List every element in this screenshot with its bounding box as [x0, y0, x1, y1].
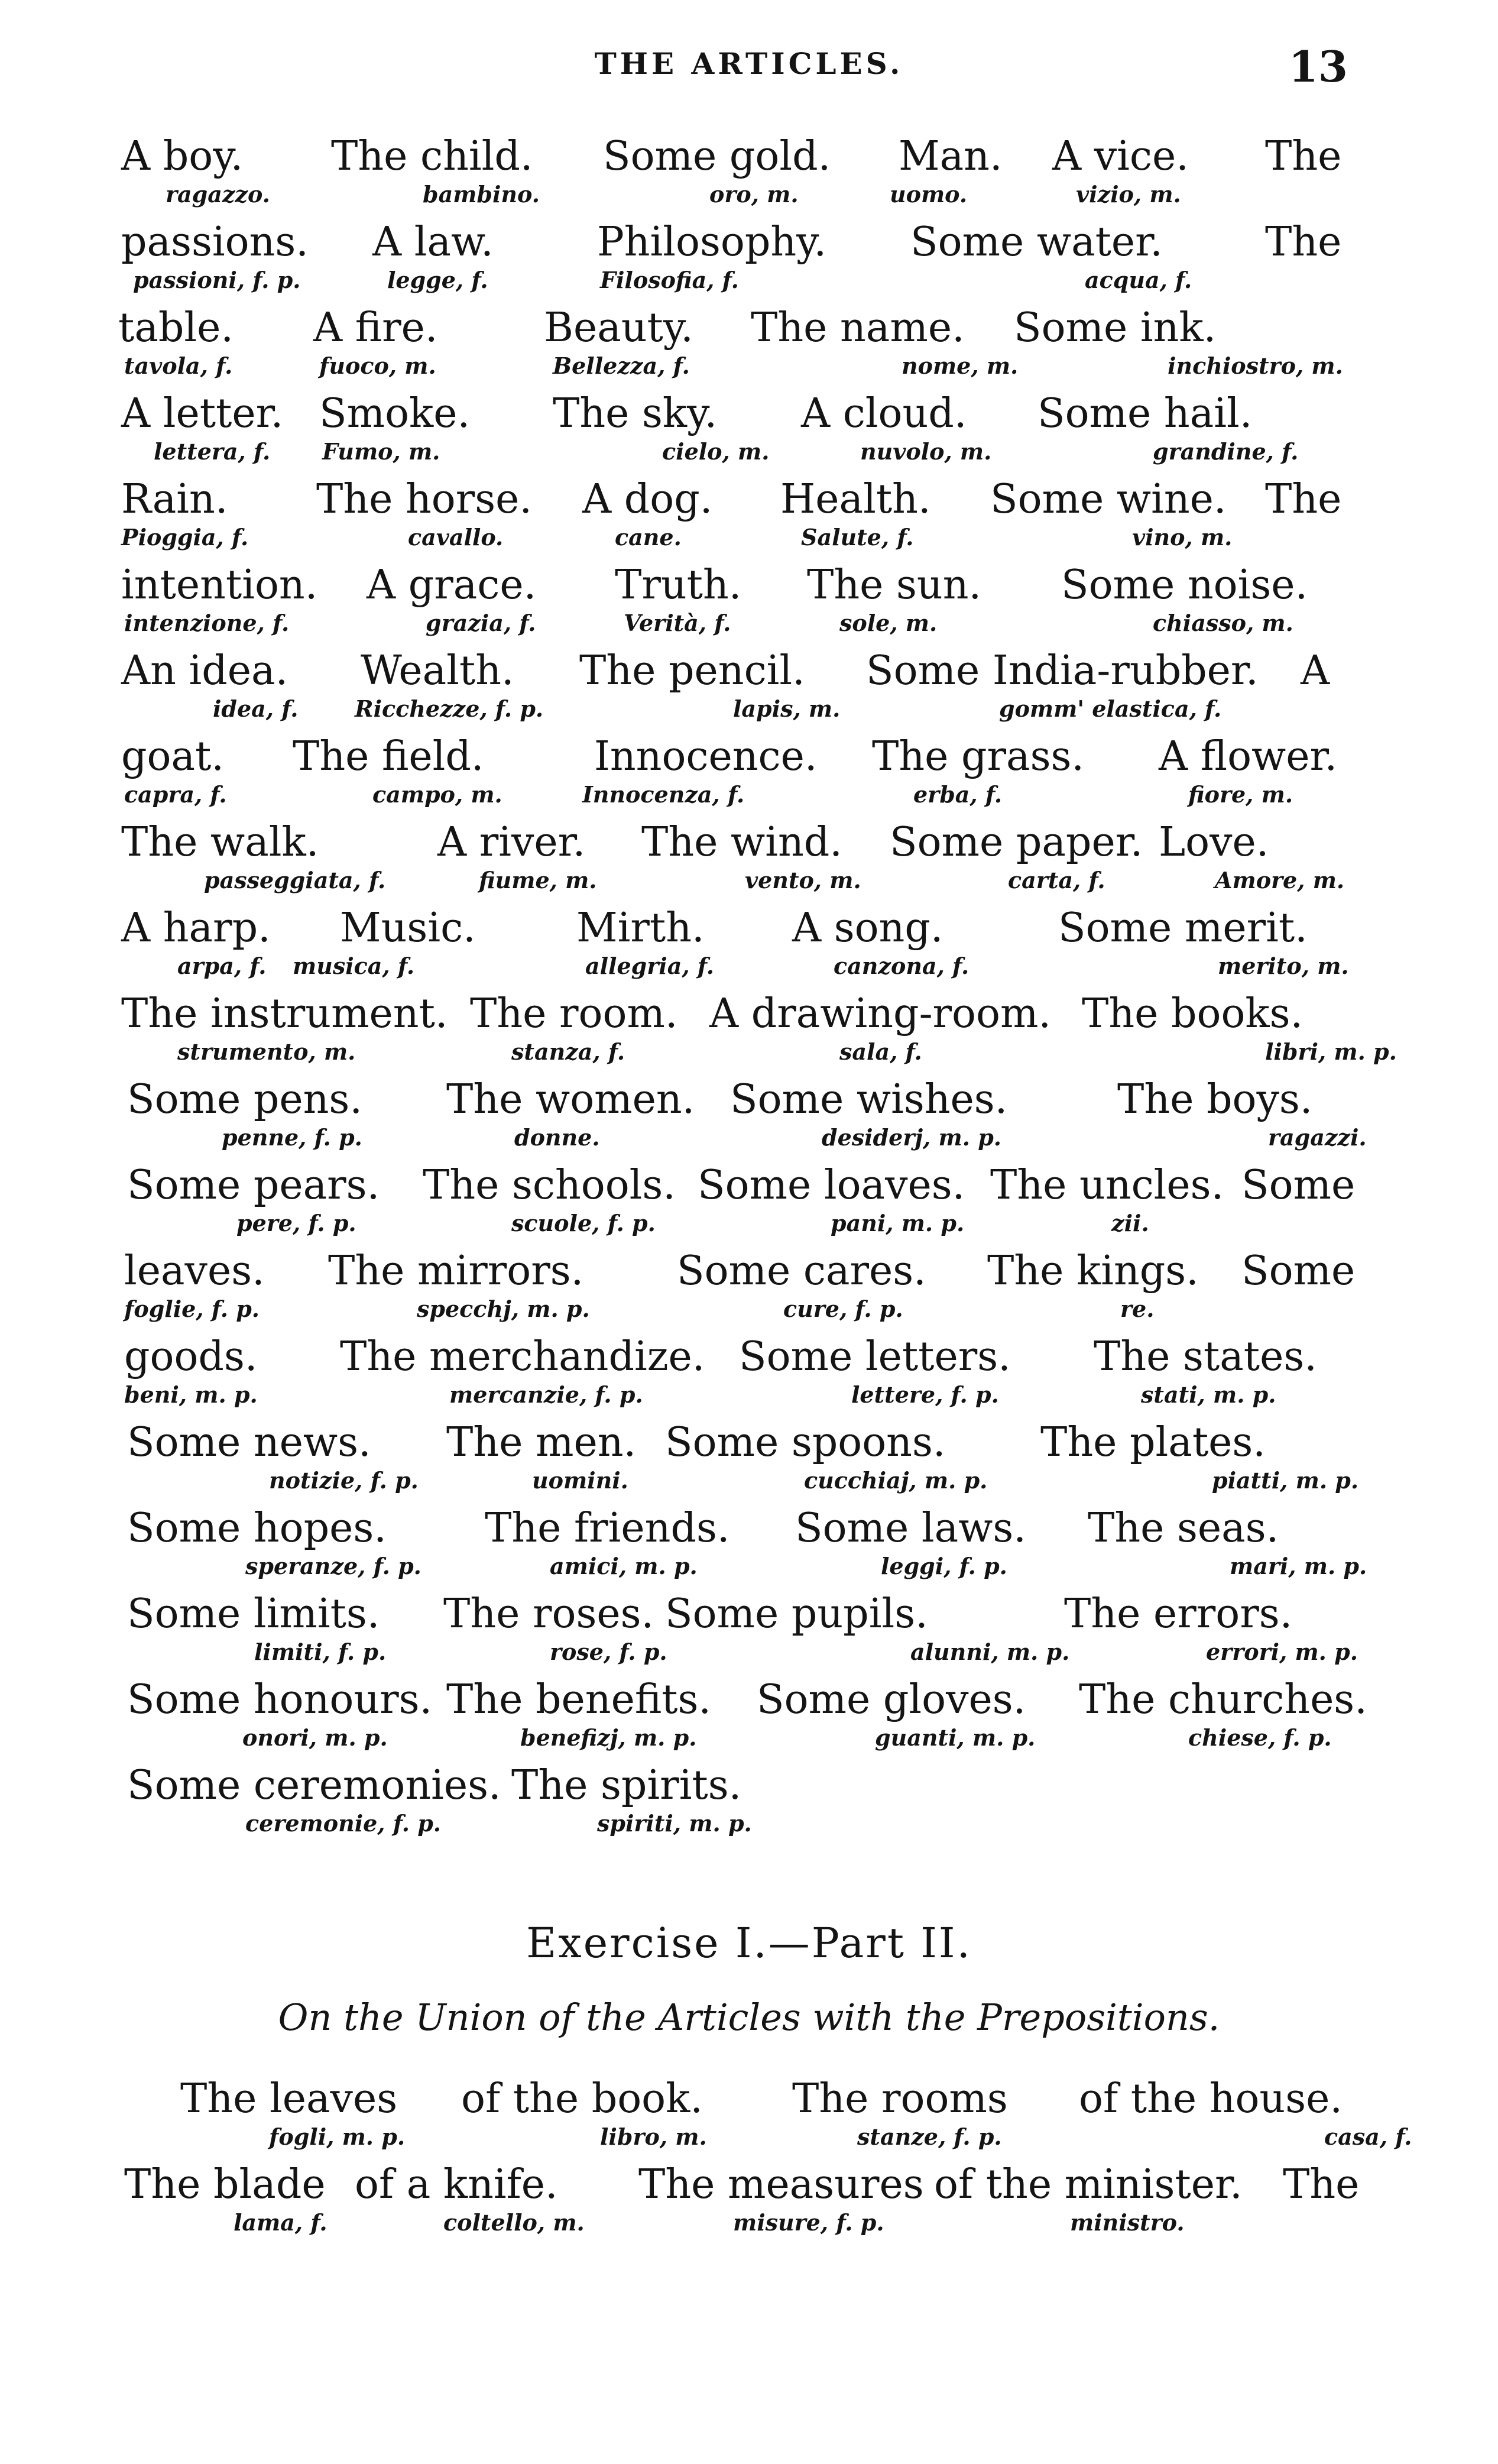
italian-gloss: speranze, f. p. — [245, 1553, 421, 1579]
english-phrase: A river. — [437, 819, 586, 866]
english-phrase: Beauty. — [544, 305, 693, 351]
italian-gloss: zii. — [1111, 1210, 1149, 1236]
italian-gloss: arpa, f. — [177, 953, 267, 979]
vocabulary-line — [0, 1673, 1498, 1751]
exercise-line — [0, 2158, 1498, 2236]
vocabulary-line — [0, 1159, 1498, 1236]
english-phrase: of the house. — [1079, 2076, 1343, 2122]
english-phrase: A vice. — [1052, 133, 1189, 180]
vocabulary-line — [0, 1502, 1498, 1579]
english-phrase: A flower. — [1159, 733, 1338, 780]
english-phrase: The sun. — [807, 562, 982, 608]
italian-gloss: chiasso, m. — [1153, 610, 1293, 636]
english-phrase: Some noise. — [1061, 562, 1308, 608]
exercise-title: Exercise I.—Part II. — [526, 1919, 972, 1967]
italian-gloss: Verità, f. — [624, 610, 731, 636]
italian-gloss: rose, f. p. — [550, 1639, 667, 1665]
english-phrase: Some ink. — [1014, 305, 1217, 351]
italian-gloss: alunni, m. p. — [910, 1639, 1070, 1665]
vocabulary-line — [0, 730, 1498, 808]
italian-gloss: tavola, f. — [124, 352, 233, 379]
italian-gloss: passioni, f. p. — [133, 267, 301, 293]
italian-gloss: amici, m. p. — [550, 1553, 698, 1579]
english-phrase: Wealth. — [361, 647, 514, 694]
english-phrase: The plates. — [1040, 1419, 1266, 1466]
english-phrase: of a knife. — [355, 2161, 558, 2208]
english-phrase: The seas. — [1088, 1505, 1279, 1552]
english-phrase: The blade — [124, 2161, 326, 2208]
english-phrase: Some hopes. — [127, 1505, 387, 1552]
english-phrase: The child. — [331, 133, 533, 180]
italian-gloss: sala, f. — [839, 1038, 922, 1065]
vocabulary-line — [0, 1330, 1498, 1408]
english-phrase: of the minister. — [934, 2161, 1243, 2208]
english-phrase: An idea. — [121, 647, 288, 694]
english-phrase: The name. — [751, 305, 965, 351]
english-phrase: The benefits. — [446, 1676, 712, 1723]
italian-gloss: stanza, f. — [511, 1038, 625, 1065]
italian-gloss: guanti, m. p. — [875, 1724, 1036, 1751]
italian-gloss: Salute, f. — [801, 524, 914, 551]
italian-gloss: fiore, m. — [1188, 781, 1293, 808]
vocabulary-line — [0, 559, 1498, 636]
italian-gloss: uomini. — [532, 1467, 628, 1494]
italian-gloss: lapis, m. — [733, 695, 841, 722]
vocabulary-line — [0, 387, 1498, 465]
italian-gloss: re. — [1120, 1296, 1155, 1322]
italian-gloss: sole, m. — [839, 610, 938, 636]
english-phrase: The errors. — [1064, 1591, 1293, 1637]
italian-gloss: oro, m. — [709, 181, 799, 208]
italian-gloss: stanze, f. p. — [857, 2123, 1002, 2150]
english-phrase: The kings. — [987, 1248, 1199, 1294]
vocabulary-line — [0, 1416, 1498, 1494]
italian-gloss: coltello, m. — [443, 2209, 585, 2236]
english-phrase: A letter. — [121, 390, 284, 437]
italian-gloss: cielo, m. — [662, 438, 770, 465]
vocabulary-line — [0, 216, 1498, 293]
italian-gloss: Ricchezze, f. p. — [355, 695, 544, 722]
italian-gloss: canzona, f. — [834, 953, 970, 979]
english-phrase: Some letters. — [739, 1333, 1011, 1380]
italian-gloss: acqua, f. — [1085, 267, 1192, 293]
italian-gloss: leggi, f. p. — [881, 1553, 1007, 1579]
italian-gloss: capra, f. — [124, 781, 227, 808]
italian-gloss: vino, m. — [1132, 524, 1233, 551]
english-phrase: Philosophy. — [597, 219, 827, 265]
english-phrase: A harp. — [121, 905, 271, 951]
english-phrase: Man. — [899, 133, 1003, 180]
english-phrase: Some paper. — [890, 819, 1143, 866]
italian-gloss: pere, f. p. — [236, 1210, 356, 1236]
italian-gloss: bambino. — [423, 181, 540, 208]
italian-gloss: lettera, f. — [154, 438, 271, 465]
english-phrase: The friends. — [485, 1505, 730, 1552]
italian-gloss: donne. — [514, 1124, 600, 1151]
italian-gloss: vento, m. — [745, 867, 861, 893]
italian-gloss: legge, f. — [387, 267, 488, 293]
exercise-subtitle: On the Union of the Articles with the Prepositions. — [278, 1996, 1220, 2039]
english-phrase: The books. — [1082, 990, 1304, 1037]
running-head: THE ARTICLES. — [594, 46, 904, 81]
english-phrase: The schools. — [423, 1162, 676, 1209]
italian-gloss: limiti, f. p. — [254, 1639, 387, 1665]
vocabulary-line — [0, 1759, 1498, 1837]
english-phrase: The room. — [470, 990, 678, 1037]
italian-gloss: notizie, f. p. — [269, 1467, 419, 1494]
italian-gloss: cure, f. p. — [783, 1296, 903, 1322]
english-phrase: The leaves — [180, 2076, 398, 2122]
english-phrase: A song. — [792, 905, 943, 951]
italian-gloss: erba, f. — [913, 781, 1003, 808]
italian-gloss: misure, f. p. — [733, 2209, 884, 2236]
italian-gloss: penne, f. p. — [222, 1124, 362, 1151]
italian-gloss: lama, f. — [234, 2209, 328, 2236]
english-phrase: Innocence. — [594, 733, 818, 780]
english-phrase: Some merit. — [1058, 905, 1308, 951]
english-phrase: The measures — [638, 2161, 924, 2208]
italian-gloss: libri, m. p. — [1265, 1038, 1397, 1065]
italian-gloss: specchj, m. p. — [417, 1296, 590, 1322]
english-phrase: Some water. — [910, 219, 1163, 265]
english-phrase: A — [1301, 647, 1330, 694]
italian-gloss: benefizj, m. p. — [520, 1724, 697, 1751]
english-phrase: The horse. — [316, 476, 533, 523]
italian-gloss: fuoco, m. — [319, 352, 436, 379]
english-phrase: goods. — [124, 1333, 258, 1380]
english-phrase: The mirrors. — [328, 1248, 584, 1294]
vocabulary-line — [0, 1073, 1498, 1151]
vocabulary-line — [0, 816, 1498, 893]
italian-gloss: grazia, f. — [426, 610, 536, 636]
italian-gloss: fogli, m. p. — [269, 2123, 406, 2150]
vocabulary-line — [0, 645, 1498, 722]
english-phrase: Some loaves. — [698, 1162, 965, 1209]
italian-gloss: campo, m. — [372, 781, 502, 808]
english-phrase: Music. — [340, 905, 476, 951]
italian-gloss: strumento, m. — [177, 1038, 356, 1065]
english-phrase: Some gloves. — [757, 1676, 1026, 1723]
italian-gloss: errori, m. p. — [1206, 1639, 1358, 1665]
english-phrase: goat. — [121, 733, 224, 780]
english-phrase: The boys. — [1117, 1076, 1313, 1123]
english-phrase: The grass. — [872, 733, 1084, 780]
english-phrase: Truth. — [615, 562, 742, 608]
english-phrase: The — [1265, 219, 1342, 265]
italian-gloss: Filosofia, f. — [600, 267, 739, 293]
english-phrase: Some spoons. — [665, 1419, 946, 1466]
italian-gloss: foglie, f. p. — [124, 1296, 260, 1322]
english-phrase: The — [1283, 2161, 1360, 2208]
italian-gloss: onori, m. p. — [242, 1724, 388, 1751]
italian-gloss: desiderj, m. p. — [822, 1124, 1002, 1151]
english-phrase: The spirits. — [511, 1762, 742, 1809]
english-phrase: A grace. — [367, 562, 537, 608]
english-phrase: Some honours. — [127, 1676, 433, 1723]
italian-gloss: fiume, m. — [479, 867, 597, 893]
vocabulary-line — [0, 1245, 1498, 1322]
vocabulary-line — [0, 473, 1498, 551]
english-phrase: Some pupils. — [665, 1591, 928, 1637]
english-phrase: The wind. — [641, 819, 842, 866]
english-phrase: Mirth. — [576, 905, 705, 951]
italian-gloss: ragazzo. — [166, 181, 270, 208]
italian-gloss: mercanzie, f. p. — [449, 1381, 643, 1408]
italian-gloss: casa, f. — [1324, 2123, 1412, 2150]
english-phrase: Some wishes. — [730, 1076, 1008, 1123]
vocabulary-line — [0, 130, 1498, 208]
english-phrase: The field. — [293, 733, 484, 780]
italian-gloss: beni, m. p. — [124, 1381, 258, 1408]
exercise-line — [0, 2073, 1498, 2150]
vocabulary-line — [0, 1588, 1498, 1665]
italian-gloss: nuvolo, m. — [860, 438, 992, 465]
english-phrase: Some wine. — [990, 476, 1227, 523]
vocabulary-line — [0, 302, 1498, 379]
italian-gloss: Pioggia, f. — [121, 524, 249, 551]
english-phrase: Love. — [1159, 819, 1269, 866]
english-phrase: table. — [118, 305, 234, 351]
italian-gloss: vizio, m. — [1076, 181, 1181, 208]
english-phrase: passions. — [121, 219, 309, 265]
english-phrase: Some cares. — [677, 1248, 926, 1294]
english-phrase: The states. — [1094, 1333, 1317, 1380]
english-phrase: Some — [1241, 1248, 1356, 1294]
italian-gloss: libro, m. — [600, 2123, 707, 2150]
italian-gloss: cucchiaj, m. p. — [804, 1467, 988, 1494]
english-phrase: The merchandize. — [340, 1333, 705, 1380]
english-phrase: The churches. — [1079, 1676, 1367, 1723]
italian-gloss: idea, f. — [213, 695, 299, 722]
vocabulary-line — [0, 902, 1498, 979]
italian-gloss: chiese, f. p. — [1188, 1724, 1332, 1751]
english-phrase: Smoke. — [319, 390, 471, 437]
english-phrase: Some — [1241, 1162, 1356, 1209]
italian-gloss: ragazzi. — [1268, 1124, 1367, 1151]
english-phrase: Rain. — [121, 476, 228, 523]
italian-gloss: stati, m. p. — [1141, 1381, 1276, 1408]
english-phrase: A fire. — [313, 305, 438, 351]
english-phrase: The uncles. — [990, 1162, 1224, 1209]
italian-gloss: Bellezza, f. — [553, 352, 690, 379]
italian-gloss: uomo. — [890, 181, 968, 208]
english-phrase: Some pens. — [127, 1076, 362, 1123]
english-phrase: Some gold. — [603, 133, 831, 180]
english-phrase: Some limits. — [127, 1591, 380, 1637]
italian-gloss: mari, m. p. — [1230, 1553, 1367, 1579]
italian-gloss: spiriti, m. p. — [597, 1810, 752, 1837]
italian-gloss: pani, m. p. — [831, 1210, 965, 1236]
italian-gloss: scuole, f. p. — [511, 1210, 656, 1236]
english-phrase: leaves. — [124, 1248, 265, 1294]
vocabulary-line — [0, 987, 1498, 1065]
english-phrase: A law. — [372, 219, 494, 265]
italian-gloss: intenzione, f. — [124, 610, 290, 636]
italian-gloss: cavallo. — [408, 524, 504, 551]
english-phrase: The rooms — [792, 2076, 1008, 2122]
italian-gloss: passeggiata, f. — [204, 867, 386, 893]
english-phrase: The — [1265, 133, 1342, 180]
english-phrase: The sky. — [553, 390, 718, 437]
italian-gloss: grandine, f. — [1153, 438, 1299, 465]
english-phrase: A cloud. — [801, 390, 967, 437]
english-phrase: of the book. — [461, 2076, 703, 2122]
english-phrase: The instrument. — [121, 990, 448, 1037]
english-phrase: The roses. — [443, 1591, 654, 1637]
italian-gloss: inchiostro, m. — [1168, 352, 1343, 379]
italian-gloss: cane. — [615, 524, 682, 551]
italian-gloss: Amore, m. — [1215, 867, 1345, 893]
english-phrase: Some news. — [127, 1419, 371, 1466]
italian-gloss: gomm' elastica, f. — [999, 695, 1222, 722]
page-number: 13 — [1288, 41, 1348, 92]
english-phrase: The pencil. — [579, 647, 805, 694]
english-phrase: A boy. — [121, 133, 244, 180]
italian-gloss: nome, m. — [902, 352, 1019, 379]
english-phrase: A dog. — [582, 476, 713, 523]
english-phrase: The women. — [446, 1076, 695, 1123]
english-phrase: The walk. — [121, 819, 319, 866]
italian-gloss: Innocenza, f. — [582, 781, 745, 808]
english-phrase: Health. — [780, 476, 931, 523]
english-phrase: Some hail. — [1037, 390, 1253, 437]
english-phrase: A drawing-room. — [709, 990, 1052, 1037]
italian-gloss: lettere, f. p. — [851, 1381, 999, 1408]
english-phrase: Some pears. — [127, 1162, 380, 1209]
italian-gloss: allegria, f. — [585, 953, 714, 979]
english-phrase: Some laws. — [795, 1505, 1026, 1552]
english-phrase: The — [1265, 476, 1342, 523]
italian-gloss: piatti, m. p. — [1212, 1467, 1359, 1494]
italian-gloss: musica, f. — [293, 953, 415, 979]
italian-gloss: ceremonie, f. p. — [245, 1810, 442, 1837]
italian-gloss: carta, f. — [1008, 867, 1105, 893]
italian-gloss: ministro. — [1070, 2209, 1185, 2236]
english-phrase: Some India-rubber. — [866, 647, 1259, 694]
english-phrase: The men. — [446, 1419, 637, 1466]
italian-gloss: Fumo, m. — [322, 438, 440, 465]
english-phrase: Some ceremonies. — [127, 1762, 501, 1809]
english-phrase: intention. — [121, 562, 318, 608]
italian-gloss: merito, m. — [1218, 953, 1349, 979]
